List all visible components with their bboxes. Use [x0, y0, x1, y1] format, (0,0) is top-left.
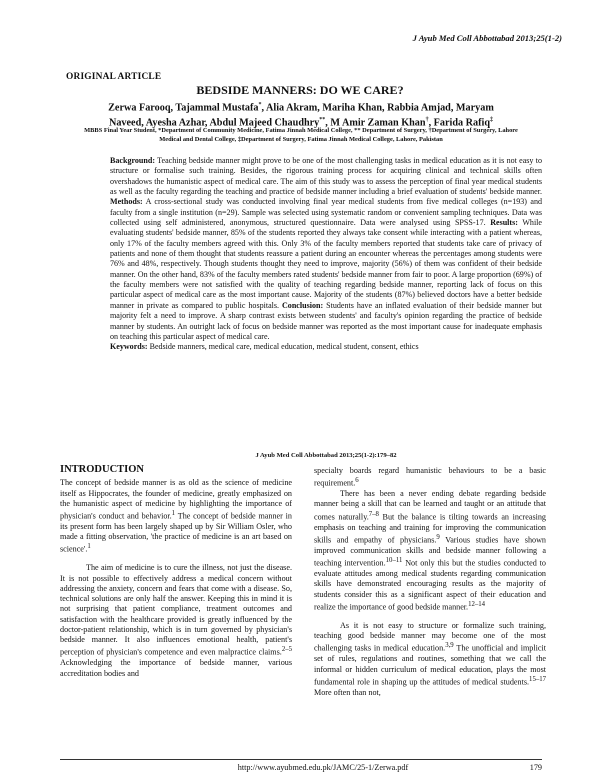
methods-label: Methods:: [110, 197, 143, 207]
intro-paragraph-3: There has been a never ending debate regarding bedside manner being a skill that can be learned and taught or an attitude that comes naturally.$^{7-8}$ But the balance is tilting towards an increasing emphasis on teaching and training for improving the communication skills and empathy of physicians.$^9$ Various studies have shown improved communication skills and bedside manner following a teaching intervention.$^{10-11}$ Not only this but the studies conducted to evaluate attitudes among medical students regarding communication skills have demonstrated encouraging results as the majority of students consider this as a significant aspect of their education and realize the importance of good bedside manner.$^{12-14}$: [314, 489, 546, 612]
citation-line: J Ayub Med Coll Abbottabad 2013;25(1-2):179–82: [255, 452, 397, 459]
conclusion-text: Students have an inflated evaluation of their bedside manner but majority felt a need to improve. A sharp contrast exists between students' and faculty's opinion regarding the practice of bedside manner by students. An outright lack of focus on bedside manner was reported as the most important cause for inadequate emphasis on teaching this particular aspect of medical care.: [110, 300, 542, 341]
page-number: 179: [529, 763, 542, 772]
article-title: BEDSIDE MANNERS: DO WE CARE?: [196, 83, 404, 97]
results-text: While evaluating students' bedside manner, 85% of the students reported they always take consent while interacting with a patient whereas, only 17% of the faculty members agreed with this. Only 3% of the faculty members reported that students take care of privacy of patients and none of them thought that students reassure a patient during an encounter whereas the percentages among students were 76% and 48%, respectively. Though students thought they need to improve, majority (56%) of them was confident of their bedside manner. On the other hand, 83% of the faculty members rated students' bedside manner from fair to poor. A large proportion (69%) of the faculty members were not satisfied with the quality of teaching regarding bedside manner, reporting lack of focus on this particular aspect of medical care as the most important cause. Majority of the students (87%) believed doctors have a better bedside manner in private as compared to public hospitals.: [110, 218, 542, 310]
body-column-right: [314, 466, 546, 698]
journal-reference: J Ayub Med Coll Abbottabad 2013;25(1-2): [412, 33, 562, 43]
abstract: [110, 156, 542, 353]
article-type-label: ORIGINAL ARTICLE: [66, 72, 162, 82]
keywords-label: Keywords:: [110, 342, 148, 352]
intro-paragraph-2: The aim of medicine is to cure the illness, not just the disease. It is not possible to effectively address a medical concern without addressing the anxiety, concern and fears that come with a disease. So, technical solutions are only half the answer. Keeping this in mind it is not surprising that patient compliance, treatment outcomes and satisfaction with the healthcare provided is greatly influenced by the doctor-patient relationship, which is in turn governed by physician's bedside manner. It also influences emotional health, patient's perception of physician's competence and even malpractice claims.$^{2-5}$ Acknowledging the importance of bedside manner, various accreditation bodies and: [60, 563, 292, 678]
results-label: Results:: [490, 218, 518, 228]
keywords-text: Bedside manners, medical care, medical education, medical student, consent, ethics: [149, 342, 419, 352]
author-line-1: Zerwa Farooq, Tajammal Mustafa*, Alia Akram, Mariha Khan, Rabbia Amjad, Maryam: [108, 102, 494, 114]
intro-paragraph-1: The concept of bedside manner is as old as the science of medicine itself as Hippocrates, the founder of medicine, greatly emphasized on the humanistic aspect of medicine by highlighting the importance of physician's conduct and behavior.$^1$ The concept of bedside manner in its present form has been largely shaped up by Sir William Osler, who made a fitting observation, 'the practice of medicine is an art based on science'.$^1$: [60, 478, 292, 555]
intro-paragraph-4: As it is not easy to structure or formalize such training, teaching good bedside manner may become one of the most challenging tasks in medical education.$^{3,9}$ The unofficial and implicit set of rules, regulations and routines, something that we call the informal or hidden curriculum of medical education, plays the most fundamental role in shaping up the attitudes of medical students.$^{15-17}$ More often than not,: [314, 620, 546, 697]
body-column-left: [60, 465, 292, 679]
methods-text: A cross-sectional study was conducted involving final year medical students from five medical colleges (n=193) and faculty from a single institution (n=29). Sample was selected using systematic random or convenient sampling techniques. Data was collected using self administered, anonymous, structured questionnaire. Data were analysed using SPSS-17.: [110, 197, 542, 228]
author-line-2: Naveed, Ayesha Azhar, Abdul Majeed Chaudhry**, M Amir Zaman Khan†, Farida Rafiq‡: [108, 117, 493, 129]
background-label: Background:: [110, 156, 156, 165]
conclusion-label: Conclusion:: [282, 300, 324, 310]
affiliations: MBBS Final Year Student, *Department of Community Medicine, Fatima Jinnah Medical College, ** Department of Surgery, †Department of Surgery, Lahore Medical and Dental College, ‡Department of Surgery, Fatima Jinnah Medical College, Lahore, Pakistan: [84, 127, 518, 143]
background-text: Teaching bedside manner might prove to be one of the most challenging tasks in medical education as it is not easy to structure or formalise such training. Besides, the rigorous training process for acquiring clinical and technical skills often overshadows the humanistic aspect of medical care. The aim of this study was to assess the perception of final year medical students as well as the faculty regarding the teaching and practice of bedside manner including a brief evaluation of students' bedside manner.: [110, 156, 542, 197]
footer-divider: [60, 759, 542, 760]
footer-url-link[interactable]: http://www.ayubmed.edu.pk/JAMC/25-1/Zerwa.pdf: [237, 763, 409, 772]
intro-paragraph-continued: specialty boards regard humanistic behaviours to be a basic requirement.$^6$: [314, 466, 546, 488]
introduction-heading: INTRODUCTION: [60, 464, 145, 475]
